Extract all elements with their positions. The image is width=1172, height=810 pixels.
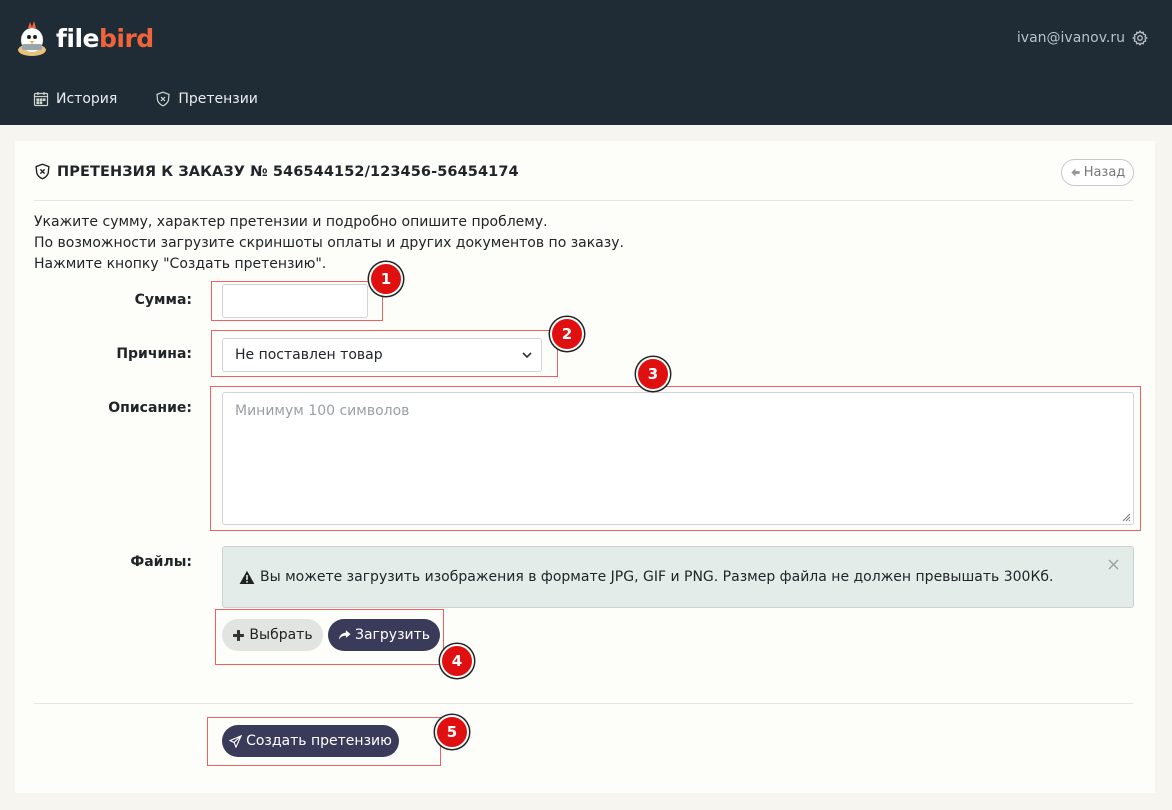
reason-selected-value: Не поставлен товар	[235, 347, 383, 363]
logo-text	[56, 24, 154, 53]
user-email: ivan@ivanov.ru	[1016, 30, 1125, 46]
top-navbar	[0, 0, 1172, 125]
page-title-text: ПРЕТЕНЗИЯ К ЗАКАЗУ № 546544152/123456-56454174	[57, 163, 519, 180]
annotation-box	[211, 281, 383, 321]
divider	[34, 703, 1133, 704]
annotation-marker: 5	[435, 715, 469, 749]
description-label: Описание:	[108, 400, 192, 416]
close-icon[interactable]	[1108, 559, 1119, 570]
annotation-box	[210, 386, 1141, 531]
annotation-box	[207, 717, 441, 766]
nav-item-claims[interactable]	[155, 91, 258, 107]
back-button[interactable]	[1061, 159, 1134, 186]
main-nav	[33, 91, 296, 107]
intro-line: Укажите сумму, характер претензии и подробно опишите проблему.	[34, 214, 548, 230]
create-claim-label: Создать претензию	[246, 733, 392, 749]
intro-line: По возможности загрузите скриншоты оплаты и других документов по заказу.	[34, 235, 624, 251]
annotation-box	[211, 330, 558, 377]
annotation-marker: 4	[440, 644, 474, 678]
logo-suffix: bird	[98, 23, 154, 53]
nav-label-history: История	[56, 91, 118, 107]
shield-icon	[155, 91, 171, 107]
shield-icon	[34, 163, 51, 180]
annotation-box	[215, 609, 444, 665]
nav-item-history[interactable]	[33, 91, 117, 107]
bird-logo-icon	[14, 18, 50, 58]
intro-text	[34, 212, 624, 275]
user-menu[interactable]	[1017, 30, 1148, 46]
back-button-label: Назад	[1083, 165, 1126, 180]
files-alert-text: Вы можете загрузить изображения в формате JPG, GIF и PNG. Размер файла не должен превышать 300Кб.	[260, 569, 1054, 585]
annotation-marker: 2	[550, 317, 584, 351]
annotation-marker: 1	[369, 262, 403, 296]
choose-file-label: Выбрать	[249, 627, 313, 643]
intro-line: Нажмите кнопку "Создать претензию".	[34, 256, 327, 272]
app-logo[interactable]	[14, 18, 154, 58]
page-title	[34, 163, 519, 180]
divider	[34, 200, 1133, 201]
sum-label: Сумма:	[134, 292, 192, 308]
gear-icon[interactable]	[1132, 30, 1148, 46]
calendar-icon	[33, 91, 49, 107]
annotation-marker: 3	[636, 357, 670, 391]
warning-icon	[239, 570, 255, 585]
logo-prefix: file	[56, 23, 99, 53]
description-placeholder: Минимум 100 символов	[235, 403, 410, 419]
nav-label-claims: Претензии	[178, 91, 258, 107]
upload-label: Загрузить	[354, 627, 431, 643]
arrow-left-icon	[1070, 167, 1081, 178]
files-info-alert	[222, 546, 1134, 608]
reason-label: Причина:	[116, 346, 192, 362]
files-label: Файлы:	[130, 554, 192, 570]
